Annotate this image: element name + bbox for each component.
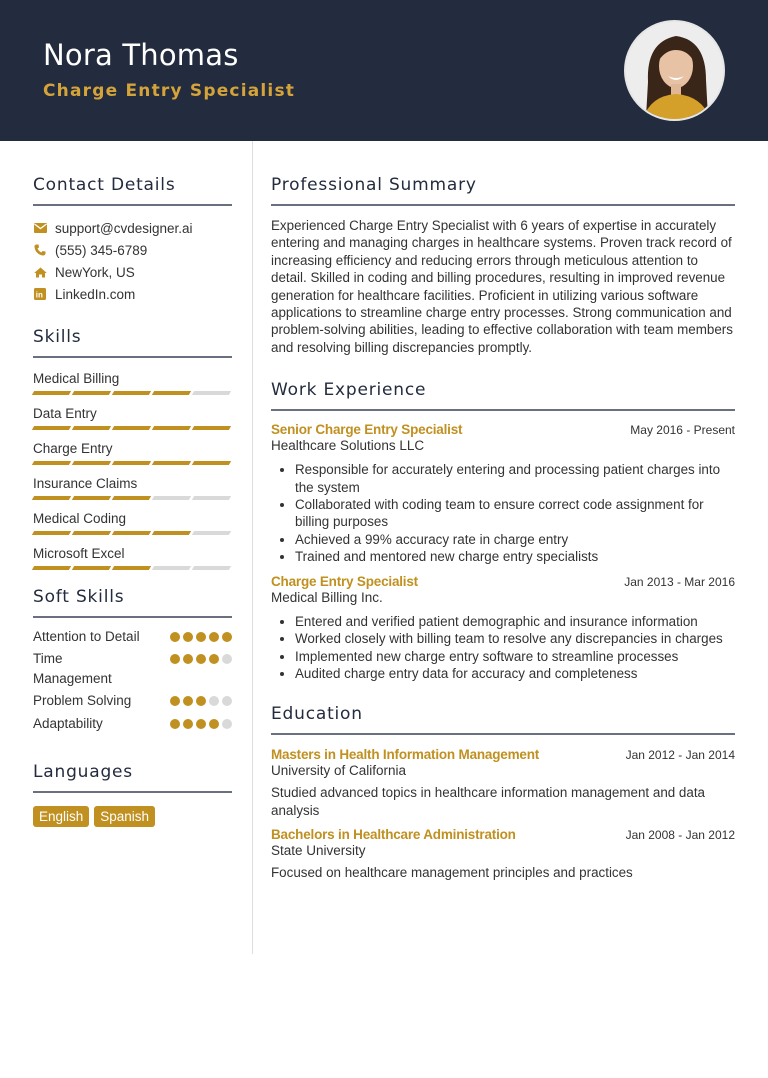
education-dates: Jan 2008 - Jan 2012 bbox=[625, 828, 735, 843]
degree-title: Masters in Health Information Management bbox=[271, 747, 540, 763]
contact-location-text: NewYork, US bbox=[55, 264, 135, 280]
section-title: Languages bbox=[33, 762, 133, 782]
soft-skill-rating bbox=[170, 654, 232, 664]
soft-skill-name: Time Management bbox=[33, 651, 112, 686]
skill-item bbox=[33, 369, 232, 395]
contact-linkedin-text: LinkedIn.com bbox=[55, 286, 136, 302]
job-bullet: • Worked closely with billing team to resolve any discrepancies in charges bbox=[295, 630, 735, 647]
soft-skill-item bbox=[33, 627, 232, 647]
language-badge: English bbox=[33, 806, 89, 827]
soft-skills-section bbox=[33, 587, 232, 734]
job-bullet: • Responsible for accurately entering and processing patient charges into the system bbox=[295, 461, 735, 496]
education-section bbox=[271, 704, 735, 881]
soft-skill-name: Attention to Detail bbox=[33, 629, 140, 644]
degree-title: Bachelors in Healthcare Administration bbox=[271, 827, 516, 843]
job-bullet: • Implemented new charge entry software to streamline processes bbox=[295, 648, 735, 665]
section-rule bbox=[271, 733, 735, 735]
phone-icon bbox=[33, 243, 47, 257]
skill-name: Insurance Claims bbox=[33, 476, 138, 491]
school-name: State University bbox=[271, 843, 366, 859]
section-title: Education bbox=[271, 704, 363, 725]
skill-name: Medical Billing bbox=[33, 371, 120, 386]
education-description: Studied advanced topics in healthcare information management and data analysis bbox=[271, 785, 705, 818]
envelope-icon bbox=[33, 221, 47, 235]
education-entry bbox=[271, 827, 735, 881]
job-dates: Jan 2013 - Mar 2016 bbox=[624, 574, 735, 589]
avatar bbox=[624, 20, 725, 121]
soft-skill-rating bbox=[170, 719, 232, 729]
job-title: Senior Charge Entry Specialist bbox=[271, 422, 463, 438]
education-entry bbox=[271, 747, 735, 819]
job-bullet: • Audited charge entry data for accuracy and completeness bbox=[295, 665, 735, 682]
skill-name: Charge Entry bbox=[33, 441, 113, 456]
candidate-name: Nora Thomas bbox=[43, 38, 239, 72]
job-bullet: • Entered and verified patient demographic and insurance information bbox=[295, 613, 735, 630]
soft-skill-item bbox=[33, 714, 232, 734]
skill-level-bar bbox=[33, 426, 232, 430]
skill-level-bar bbox=[33, 461, 232, 465]
section-title: Skills bbox=[33, 327, 82, 347]
skill-item bbox=[33, 439, 232, 465]
soft-skill-item bbox=[33, 649, 232, 689]
section-title: Contact Details bbox=[33, 175, 176, 195]
section-title: Professional Summary bbox=[271, 175, 477, 195]
section-title: Soft Skills bbox=[33, 587, 125, 607]
job-bullet: • Trained and mentored new charge entry specialists bbox=[295, 548, 735, 565]
section-rule bbox=[271, 409, 735, 411]
candidate-title: Charge Entry Specialist bbox=[43, 81, 296, 101]
contact-phone[interactable] bbox=[33, 239, 232, 261]
right-column bbox=[271, 141, 735, 882]
soft-skill-rating bbox=[170, 632, 232, 642]
column-divider bbox=[252, 141, 253, 954]
experience-section bbox=[271, 380, 735, 682]
left-column bbox=[33, 141, 232, 827]
contact-phone-text: (555) 345-6789 bbox=[55, 242, 148, 258]
section-title: Work Experience bbox=[271, 380, 427, 401]
soft-skill-item bbox=[33, 691, 232, 711]
soft-skill-name: Adaptability bbox=[33, 716, 103, 731]
skills-section bbox=[33, 327, 232, 570]
section-rule bbox=[33, 204, 232, 206]
section-rule bbox=[271, 204, 735, 206]
job-bullet: • Collaborated with coding team to ensure correct code assignment for billing purposes bbox=[295, 496, 735, 531]
job-bullets bbox=[295, 613, 735, 683]
resume-header bbox=[0, 0, 768, 141]
skill-level-bar bbox=[33, 566, 232, 570]
section-rule bbox=[33, 791, 232, 793]
contact-email-text: support@cvdesigner.ai bbox=[55, 220, 193, 236]
experience-entry bbox=[271, 422, 735, 565]
contact-email[interactable] bbox=[33, 217, 232, 239]
company-name: Medical Billing Inc. bbox=[271, 589, 383, 605]
skill-name: Microsoft Excel bbox=[33, 546, 125, 561]
languages-section bbox=[33, 762, 232, 827]
skill-name: Medical Coding bbox=[33, 511, 127, 526]
summary-text: Experienced Charge Entry Specialist with 6 years of expertise in accurately entering and managing charges in healthcare systems. Proven track record of increasing efficiency and reducing errors through meticulous attention to detail. Skilled in coding and billing procedures, resulting in improved revenue generation for healthcare facilities. Proficient in utilizing various software applications to streamline charge entry processes. Strong communication and problem-solving abilities, leading to effective collaboration with team members and resolving billing discrepancies promptly. bbox=[271, 218, 733, 355]
company-name: Healthcare Solutions LLC bbox=[271, 438, 425, 454]
contact-location bbox=[33, 261, 232, 283]
svg-text:in: in bbox=[35, 290, 43, 300]
soft-skill-rating bbox=[170, 696, 232, 706]
skill-level-bar bbox=[33, 391, 232, 395]
section-rule bbox=[33, 356, 232, 358]
experience-entry bbox=[271, 574, 735, 683]
soft-skill-name: Problem Solving bbox=[33, 693, 132, 708]
skill-level-bar bbox=[33, 531, 232, 535]
section-rule bbox=[33, 616, 232, 618]
summary-section bbox=[271, 175, 735, 356]
skill-item bbox=[33, 404, 232, 430]
skill-name: Data Entry bbox=[33, 406, 97, 421]
language-badge: Spanish bbox=[94, 806, 155, 827]
skill-item bbox=[33, 509, 232, 535]
skill-item bbox=[33, 474, 232, 500]
education-dates: Jan 2012 - Jan 2014 bbox=[625, 748, 735, 763]
skills-list bbox=[33, 369, 232, 570]
skill-level-bar bbox=[33, 496, 232, 500]
job-bullet: • Achieved a 99% accuracy rate in charge entry bbox=[295, 531, 735, 548]
skill-item bbox=[33, 544, 232, 570]
job-bullets bbox=[295, 461, 735, 565]
contact-linkedin[interactable] bbox=[33, 283, 232, 305]
education-description: Focused on healthcare management principles and practices bbox=[271, 865, 633, 881]
job-title: Charge Entry Specialist bbox=[271, 573, 418, 589]
home-icon bbox=[33, 265, 47, 279]
school-name: University of California bbox=[271, 763, 407, 779]
job-dates: May 2016 - Present bbox=[630, 423, 735, 438]
profile-photo bbox=[626, 22, 725, 121]
contact-section bbox=[33, 175, 232, 305]
linkedin-icon bbox=[33, 287, 47, 301]
